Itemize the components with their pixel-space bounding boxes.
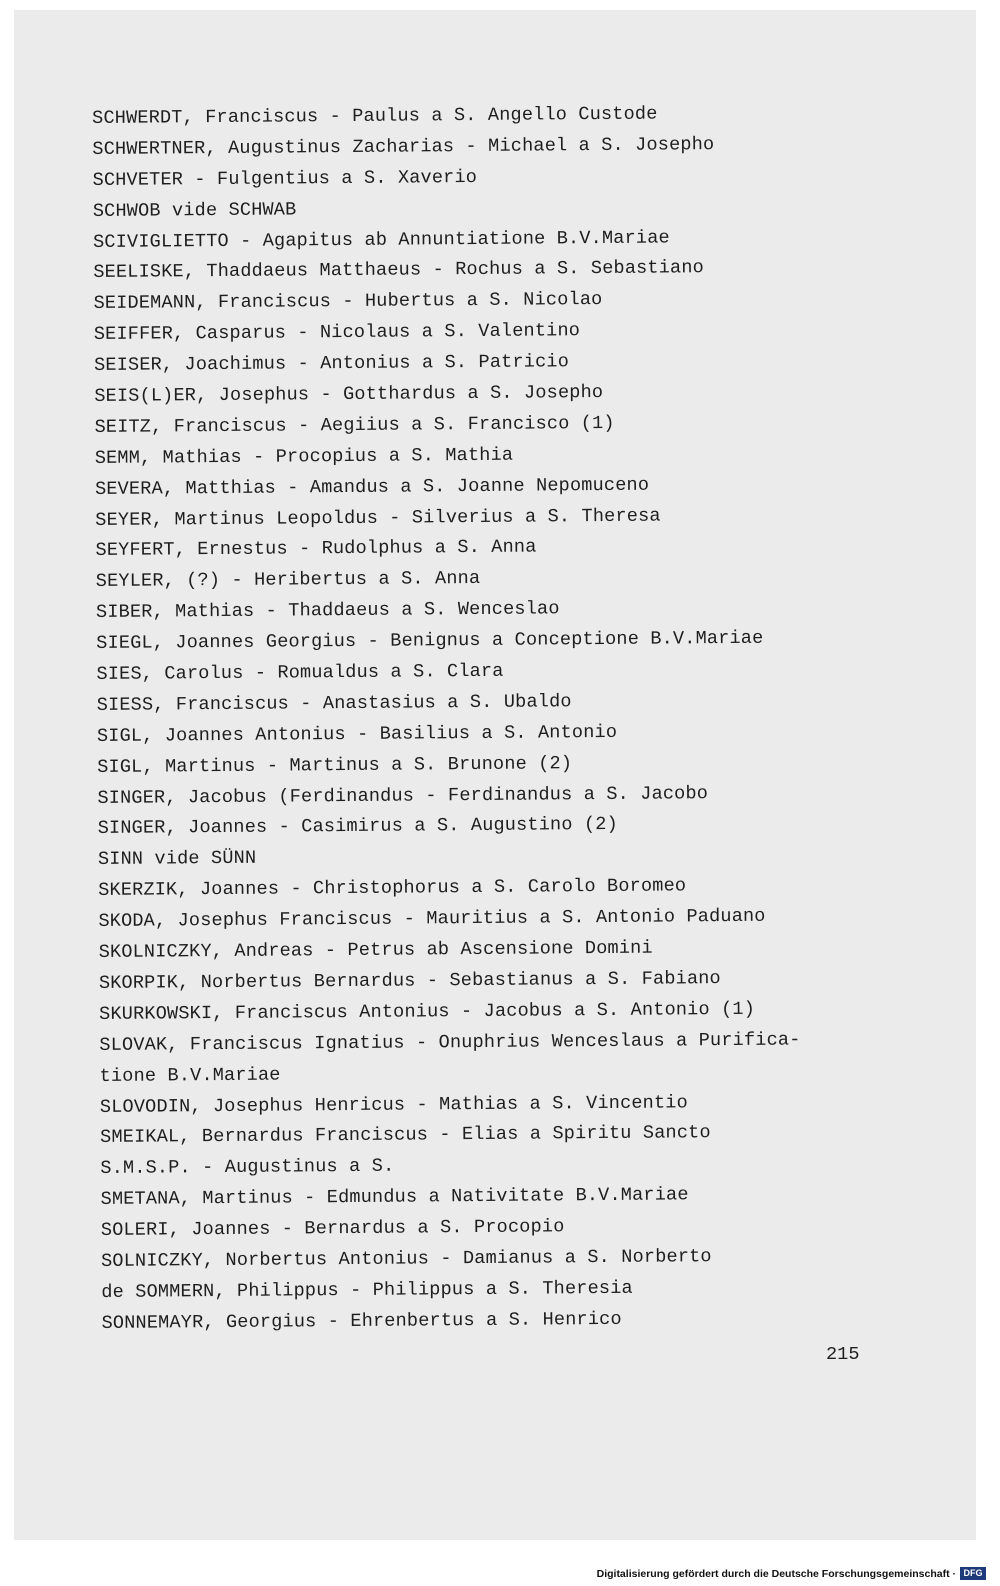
entry-line: SINN vide SÜNN (97, 848, 257, 871)
entry-line: SIGL, Joannes Antonius - Basilius a S. Antonio (96, 721, 618, 747)
entry-line: SINGER, Joannes - Casimirus a S. Augustino (2) (97, 814, 618, 840)
entry-line: SLOVAK, Franciscus Ignatius - Onuphrius Wenceslaus a Purifica- (99, 1029, 801, 1056)
entry-line: SEMM, Mathias - Procopius a S. Mathia (94, 444, 514, 469)
entry-line: SCHWERDT, Franciscus - Paulus a S. Angello Custode (92, 103, 658, 129)
entry-line: SOLERI, Joannes - Bernardus a S. Procopio (100, 1216, 565, 1242)
entry-line: SINGER, Jacobus (Ferdinandus - Ferdinandus a S. Jacobo (97, 782, 709, 809)
entry-list (92, 98, 882, 1340)
entry-line: SIESS, Franciscus - Anastasius a S. Ubaldo (96, 691, 572, 716)
entry-line: SEIFFER, Casparus - Nicolaus a S. Valentino (93, 320, 581, 346)
page-number: 215 (826, 1344, 860, 1365)
entry-line: SEYLER, (?) - Heribertus a S. Anna (95, 568, 481, 593)
entry-line: SEYFERT, Ernestus - Rudolphus a S. Anna (95, 536, 537, 562)
entry-line: SKOLNICZKY, Andreas - Petrus ab Ascensione Domini (98, 937, 653, 964)
entry-line: SEYER, Martinus Leopoldus - Silverius a S. Theresa (95, 505, 661, 531)
entry-line: tione B.V.Mariae (99, 1064, 281, 1087)
entry-line: SIGL, Martinus - Martinus a S. Brunone (2) (97, 752, 573, 778)
entry-line: SEISER, Joachimus - Antonius a S. Patricio (93, 351, 570, 377)
scanned-page (14, 10, 976, 1540)
entry-line: S.M.S.P. - Augustinus a S. (100, 1155, 395, 1180)
entry-line: SKODA, Josephus Franciscus - Mauritius a S. Antonio Paduano (98, 905, 766, 933)
entry-line: SCHWERTNER, Augustinus Zacharias - Michael a S. Josepho (92, 134, 715, 160)
entry-line: de SOMMERN, Philippus - Philippus a S. Theresia (101, 1277, 633, 1303)
digitization-credit (597, 1567, 986, 1580)
entry-line: SONNEMAYR, Georgius - Ehrenbertus a S. Henrico (101, 1308, 622, 1334)
entry-line: SLOVODIN, Josephus Henricus - Mathias a S. Vincentio (99, 1091, 688, 1118)
entry-line: SIBER, Mathias - Thaddaeus a S. Wenceslao (95, 598, 560, 624)
entry-line: SCHWOB vide SCHWAB (92, 199, 297, 222)
entry-line: SCHVETER - Fulgentius a S. Xaverio (92, 166, 478, 191)
entry-line: SIEGL, Joannes Georgius - Benignus a Conceptione B.V.Mariae (96, 627, 764, 655)
entry-line: SEITZ, Franciscus - Aegiius a S. Francisco (1) (94, 412, 615, 438)
entry-line: SEVERA, Matthias - Amandus a S. Joanne Nepomuceno (94, 474, 650, 500)
entry-line: SKURKOWSKI, Franciscus Antonius - Jacobus a S. Antonio (1) (99, 998, 756, 1025)
entry-line: SEIS(L)ER, Josephus - Gotthardus a S. Josepho (94, 382, 604, 408)
entry-line: SKERZIK, Joannes - Christophorus a S. Carolo Boromeo (98, 875, 687, 902)
entry-line: SMETANA, Martinus - Edmundus a Nativitate B.V.Mariae (100, 1184, 689, 1211)
entry-line: SKORPIK, Norbertus Bernardus - Sebastianus a S. Fabiano (98, 968, 721, 994)
entry-line: SIES, Carolus - Romualdus a S. Clara (96, 660, 504, 686)
credit-text: Digitalisierung gefördert durch die Deutsche Forschungsgemeinschaft · (596, 1567, 956, 1580)
entry-line: SEELISKE, Thaddaeus Matthaeus - Rochus a S. Sebastiano (93, 257, 705, 284)
entry-line: SOLNICZKY, Norbertus Antonius - Damianus a S. Norberto (101, 1246, 712, 1272)
entry-line: SMEIKAL, Bernardus Franciscus - Elias a Spiritu Sancto (100, 1122, 711, 1149)
dfg-logo: DFG (960, 1567, 986, 1580)
entry-line: SCIVIGLIETTO - Agapitus ab Annuntiatione B.V.Mariae (93, 227, 670, 253)
entry-line: SEIDEMANN, Franciscus - Hubertus a S. Nicolao (93, 289, 603, 315)
